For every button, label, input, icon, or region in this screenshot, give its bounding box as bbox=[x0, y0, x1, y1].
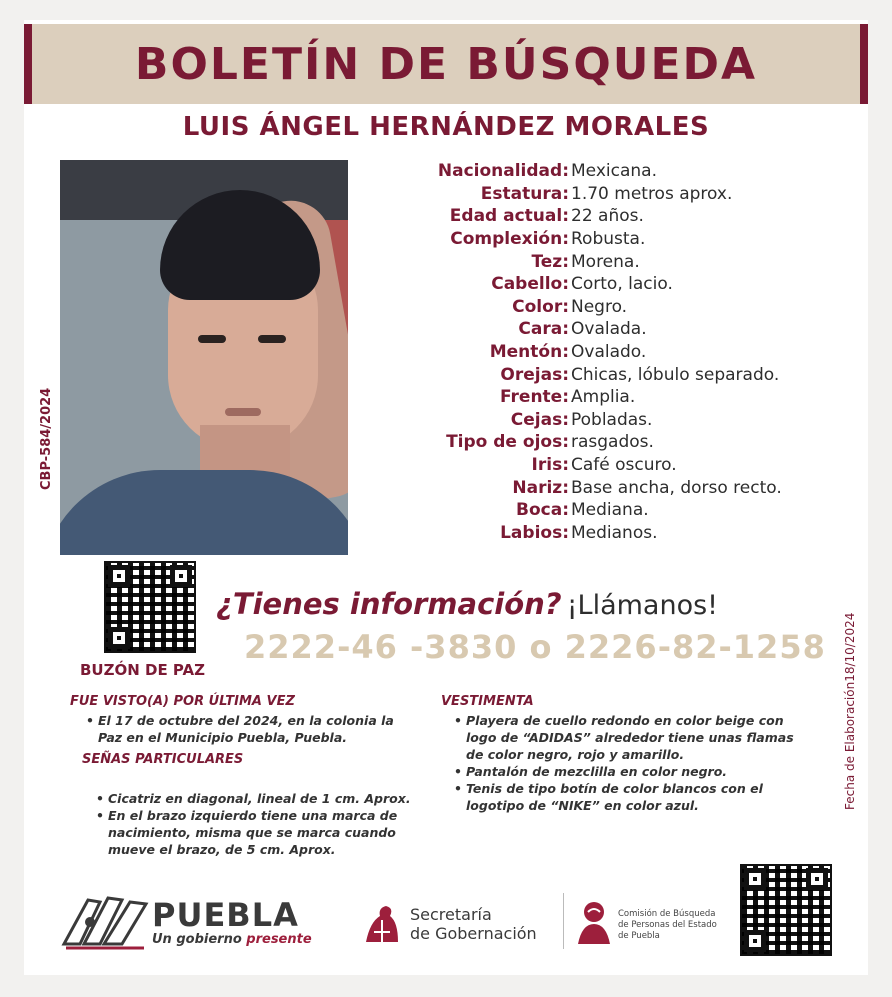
qr-code-icon[interactable] bbox=[104, 561, 196, 653]
case-id: CBP-584/2024 bbox=[39, 387, 54, 490]
feature-value: 1.70 metros aprox. bbox=[571, 183, 733, 204]
feature-row bbox=[400, 431, 870, 454]
last-seen-line: Paz en el Municipio Puebla, Puebla. bbox=[98, 730, 348, 745]
feature-row bbox=[400, 250, 870, 273]
feature-row bbox=[400, 183, 870, 206]
last-seen-heading: FUE VISTO(A) POR ÚLTIMA VEZ bbox=[70, 694, 295, 709]
feature-value: rasgados. bbox=[571, 432, 654, 453]
feature-row bbox=[400, 522, 870, 545]
gob-line: Secretaría bbox=[410, 905, 492, 924]
contact-question: ¿Tienes información? bbox=[216, 587, 562, 621]
feature-row bbox=[400, 160, 870, 183]
feature-label: Iris: bbox=[531, 455, 569, 476]
elaboration-date: Fecha de Elaboración18/10/2024 bbox=[843, 612, 857, 810]
feature-row bbox=[400, 363, 870, 386]
puebla-tagline bbox=[152, 932, 312, 947]
vestimenta-line: Tenis de tipo botín de color blancos con el bbox=[466, 781, 763, 796]
senas-list bbox=[94, 790, 439, 858]
feature-label: Orejas: bbox=[500, 364, 569, 385]
senas-line: Cicatriz en diagonal, lineal de 1 cm. Aprox. bbox=[108, 791, 411, 806]
bulletin-title: BOLETÍN DE BÚSQUEDA bbox=[134, 38, 758, 90]
title-bar bbox=[24, 24, 868, 104]
feature-label: Cara: bbox=[518, 319, 569, 340]
contact-callout bbox=[216, 587, 718, 621]
vestimenta-line: logo de “ADIDAS” alrededor tiene unas flamas bbox=[466, 730, 794, 745]
feature-value: Negro. bbox=[571, 296, 628, 317]
senas-line: mueve el brazo, de 5 cm. Aprox. bbox=[108, 842, 336, 857]
feature-value: Base ancha, dorso recto. bbox=[571, 477, 782, 498]
list-item bbox=[452, 712, 837, 763]
vestimenta-line: logotipo de “NIKE” en color azul. bbox=[466, 798, 699, 813]
qr-code-icon[interactable] bbox=[740, 864, 832, 956]
gob-line: de Gobernación bbox=[410, 924, 537, 943]
cbp-label bbox=[618, 909, 717, 942]
senas-line: En el brazo izquierdo tiene una marca de bbox=[108, 808, 398, 823]
feature-label: Color: bbox=[512, 296, 569, 317]
last-seen-list bbox=[84, 712, 424, 746]
vestimenta-line: Playera de cuello redondo en color beige con bbox=[466, 713, 784, 728]
cbp-emblem-icon bbox=[574, 898, 614, 946]
cbp-line: de Puebla bbox=[618, 931, 660, 941]
feature-label: Cejas: bbox=[510, 409, 569, 430]
feature-label: Estatura: bbox=[480, 183, 569, 204]
feature-value: Robusta. bbox=[571, 229, 646, 250]
buzon-de-paz-label: BUZÓN DE PAZ bbox=[80, 661, 206, 679]
feature-value: Ovalado. bbox=[571, 342, 647, 363]
vestimenta-line: de color negro, rojo y amarillo. bbox=[466, 747, 685, 762]
feature-label: Frente: bbox=[500, 387, 569, 408]
person-photo bbox=[60, 160, 348, 555]
feature-label: Labios: bbox=[500, 522, 569, 543]
cbp-line: de Personas del Estado bbox=[618, 920, 717, 930]
feature-row bbox=[400, 454, 870, 477]
feature-value: Amplia. bbox=[571, 387, 636, 408]
tagline-text: Un gobierno bbox=[152, 932, 247, 947]
feature-label: Boca: bbox=[516, 500, 569, 521]
feature-value: Medianos. bbox=[571, 522, 658, 543]
list-item bbox=[94, 790, 439, 807]
feature-row bbox=[400, 476, 870, 499]
vestimenta-line: Pantalón de mezclilla en color negro. bbox=[466, 764, 728, 779]
feature-row bbox=[400, 273, 870, 296]
feature-row bbox=[400, 341, 870, 364]
feature-value: Morena. bbox=[571, 251, 640, 272]
list-item bbox=[452, 780, 837, 814]
puebla-wordmark: PUEBLA bbox=[152, 896, 299, 934]
list-item bbox=[452, 763, 837, 780]
feature-label: Complexión: bbox=[450, 229, 569, 250]
feature-label: Nacionalidad: bbox=[437, 161, 569, 182]
senas-heading: SEÑAS PARTICULARES bbox=[82, 752, 244, 767]
feature-value: Ovalada. bbox=[571, 319, 647, 340]
feature-value: Café oscuro. bbox=[571, 455, 677, 476]
feature-label: Tez: bbox=[531, 251, 569, 272]
feature-label: Cabello: bbox=[491, 274, 569, 295]
feature-value: Mediana. bbox=[571, 500, 649, 521]
tagline-accent: presente bbox=[246, 932, 312, 947]
puebla-logo-icon bbox=[60, 892, 150, 950]
feature-row bbox=[400, 228, 870, 251]
vestimenta-heading: VESTIMENTA bbox=[441, 694, 534, 709]
gobernacion-emblem-icon bbox=[360, 902, 404, 948]
person-name: LUIS ÁNGEL HERNÁNDEZ MORALES bbox=[182, 112, 710, 142]
feature-value: Pobladas. bbox=[571, 409, 653, 430]
feature-row bbox=[400, 318, 870, 341]
feature-value: Mexicana. bbox=[571, 161, 657, 182]
gobernacion-label bbox=[410, 905, 537, 943]
feature-row bbox=[400, 386, 870, 409]
feature-label: Nariz: bbox=[512, 477, 569, 498]
senas-line: nacimiento, misma que se marca cuando bbox=[108, 825, 396, 840]
feature-value: Chicas, lóbulo separado. bbox=[571, 364, 780, 385]
phone-numbers[interactable]: 2222-46 -3830 o 2226-82-1258 bbox=[244, 628, 826, 666]
feature-label: Tipo de ojos: bbox=[446, 432, 569, 453]
list-item bbox=[84, 712, 424, 746]
last-seen-line: El 17 de octubre del 2024, en la colonia la bbox=[98, 713, 394, 728]
features-list bbox=[400, 160, 870, 544]
list-item bbox=[94, 807, 439, 858]
footer-divider bbox=[563, 893, 564, 949]
contact-call: ¡Llámanos! bbox=[566, 590, 719, 621]
feature-row bbox=[400, 205, 870, 228]
feature-row bbox=[400, 499, 870, 522]
feature-row bbox=[400, 296, 870, 319]
cbp-line: Comisión de Búsqueda bbox=[618, 909, 716, 919]
feature-row bbox=[400, 409, 870, 432]
feature-label: Mentón: bbox=[489, 342, 569, 363]
vestimenta-list bbox=[452, 712, 837, 814]
feature-label: Edad actual: bbox=[449, 206, 569, 227]
feature-value: Corto, lacio. bbox=[571, 274, 673, 295]
feature-value: 22 años. bbox=[571, 206, 644, 227]
